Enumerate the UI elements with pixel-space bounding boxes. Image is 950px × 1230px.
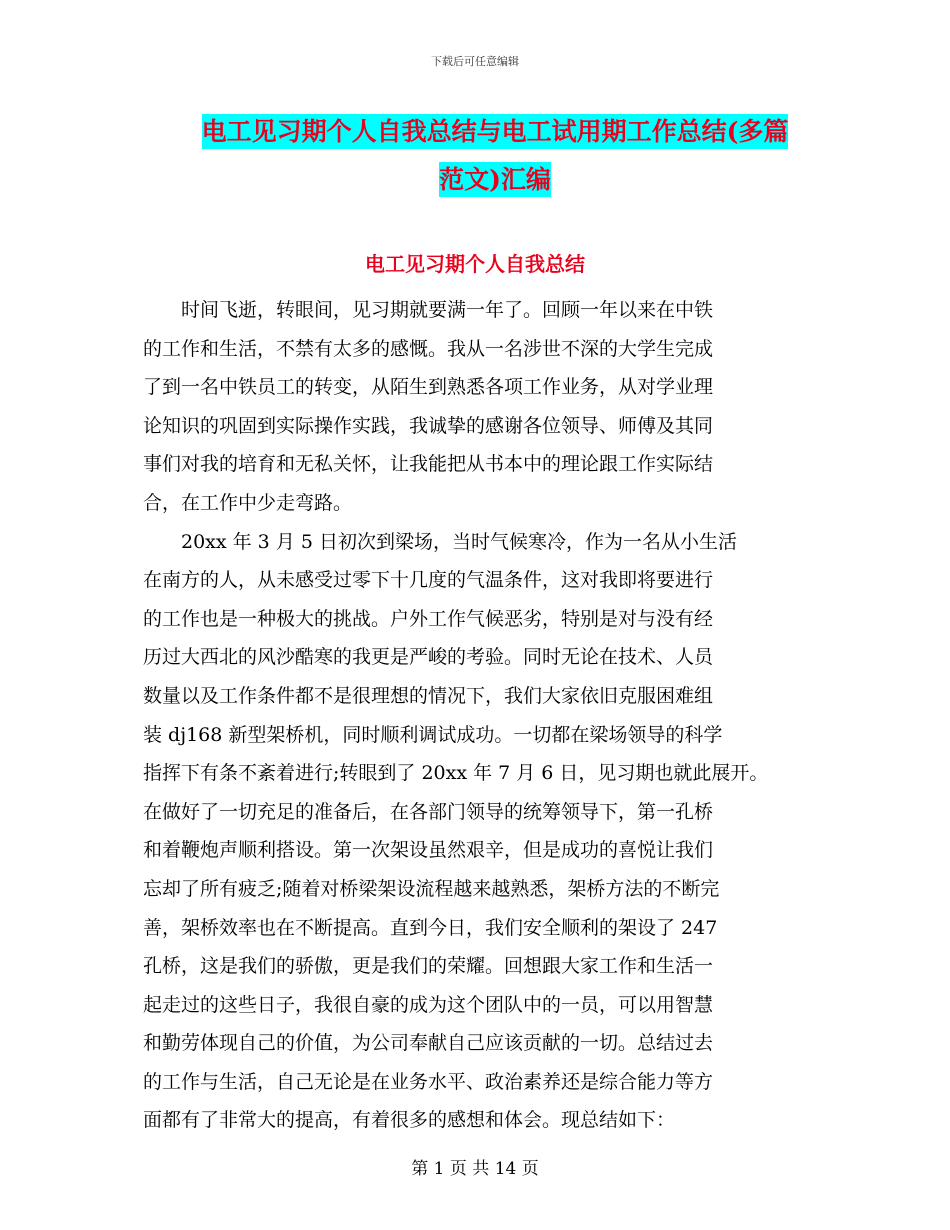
text-line: 的工作和生活，不禁有太多的感慨。我从一名涉世不深的大学生完成 bbox=[143, 337, 714, 360]
text-line: 在做好了一切充足的准备后，在各部门领导的统筹领导下，第一孔桥 bbox=[143, 800, 714, 823]
paragraph-1 bbox=[143, 291, 813, 523]
section-title: 电工见习期个人自我总结 bbox=[365, 252, 585, 276]
text-line: 的工作与生活，自己无论是在业务水平、政治素养还是综合能力等方 bbox=[143, 1070, 714, 1093]
text-line: 和着鞭炮声顺利搭设。第一次架设虽然艰辛，但是成功的喜悦让我们 bbox=[143, 839, 714, 862]
text-line: 历过大西北的风沙酷寒的我更是严峻的考验。同时无论在技术、人员 bbox=[143, 646, 714, 669]
body-text bbox=[143, 291, 813, 1140]
document-title-line-2: 范文)汇编 bbox=[439, 162, 551, 197]
text-line: 孔桥，这是我们的骄傲，更是我们的荣耀。回想跟大家工作和生活一 bbox=[143, 955, 714, 978]
text-line: 数量以及工作条件都不是很理想的情况下，我们大家依旧克服困难组 bbox=[143, 684, 714, 707]
text-line: 面都有了非常大的提高，有着很多的感想和体会。现总结如下： bbox=[143, 1109, 676, 1132]
text-line: 指挥下有条不紊着进行;转眼到了 20xx 年 7 月 6 日，见习期也就此展开。 bbox=[143, 762, 769, 785]
text-line: 起走过的这些日子，我很自豪的成为这个团队中的一员，可以用智慧 bbox=[143, 993, 714, 1016]
text-line: 善，架桥效率也在不断提高。直到今日，我们安全顺利的架设了 247 bbox=[143, 916, 718, 939]
page-header-note: 下载后可任意编辑 bbox=[431, 55, 519, 68]
text-line: 装 dj168 新型架桥机，同时顺利调试成功。一切都在梁场领导的科学 bbox=[143, 723, 723, 746]
text-line: 和勤劳体现自己的价值，为公司奉献自己应该贡献的一切。总结过去 bbox=[143, 1032, 714, 1055]
paragraph-2 bbox=[143, 523, 813, 1141]
text-line: 论知识的巩固到实际操作实践，我诚挚的感谢各位领导、师傅及其同 bbox=[143, 414, 714, 437]
page-number: 第 1 页 共 14 页 bbox=[411, 1159, 539, 1179]
document-title bbox=[150, 108, 840, 204]
document-title-line-1: 电工见习期个人自我总结与电工试用期工作总结(多篇 bbox=[202, 114, 789, 149]
text-line: 20xx 年 3 月 5 日初次到梁场，当时气候寒冷，作为一名从小生活 bbox=[143, 530, 737, 553]
text-line: 的工作也是一种极大的挑战。户外工作气候恶劣，特别是对与没有经 bbox=[143, 607, 714, 630]
text-line: 在南方的人，从未感受过零下十几度的气温条件，这对我即将要进行 bbox=[143, 569, 714, 592]
text-line: 时间飞逝，转眼间，见习期就要满一年了。回顾一年以来在中铁 bbox=[143, 299, 714, 321]
text-line: 忘却了所有疲乏;随着对桥梁架设流程越来越熟悉，架桥方法的不断完 bbox=[143, 877, 720, 900]
text-line: 了到一名中铁员工的转变，从陌生到熟悉各项工作业务，从对学业理 bbox=[143, 376, 714, 399]
text-line: 合，在工作中少走弯路。 bbox=[143, 491, 353, 514]
text-line: 事们对我的培育和无私关怀，让我能把从书本中的理论跟工作实际结 bbox=[143, 453, 714, 476]
